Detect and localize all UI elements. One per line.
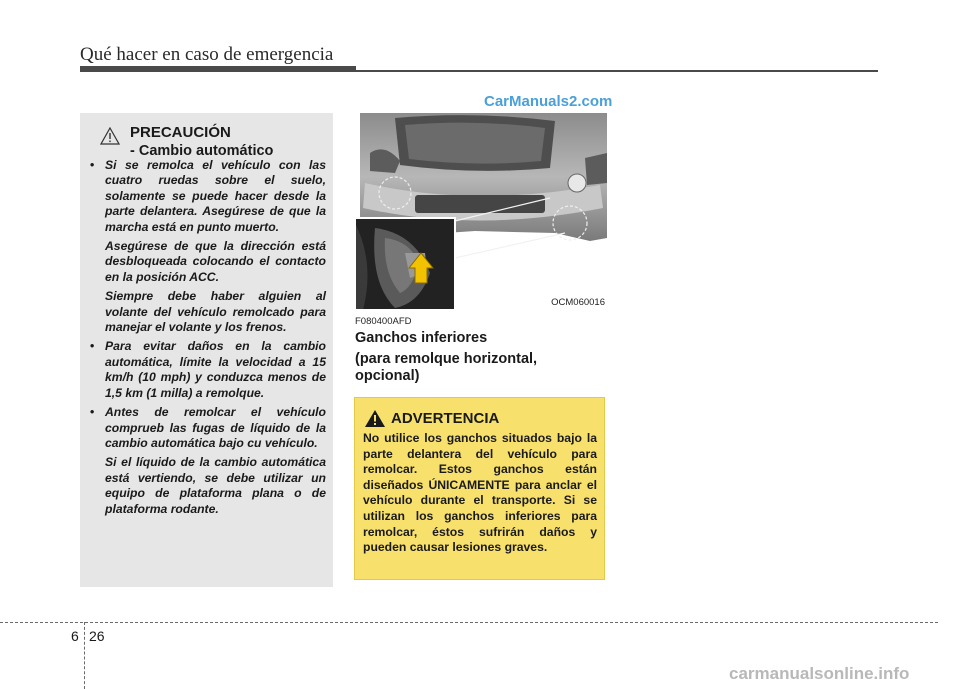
chapter-number: 6 bbox=[71, 628, 79, 644]
caution-text: Asegúrese de que la dirección está desbloqueada colocando el contacto en la posición ACC. bbox=[105, 239, 326, 284]
header-rule-thick bbox=[80, 66, 356, 72]
caution-text: Antes de remolcar el vehículo comprueb las fugas de líquido de la cambio automática bajo cu vehículo. bbox=[105, 405, 326, 450]
caution-bullet bbox=[90, 405, 326, 451]
car-front-illustration bbox=[355, 113, 607, 310]
footer-rule bbox=[0, 622, 938, 623]
bullet-symbol: • bbox=[90, 405, 95, 420]
caution-box bbox=[80, 113, 333, 587]
caution-text: Siempre debe haber alguien al volante del vehículo remolcado para manejar el volante y los frenos. bbox=[105, 289, 326, 335]
caution-text: Si el líquido de la cambio automática está vertiendo, se debe utilizar un equipo de plataforma plana o de plataforma rodante. bbox=[105, 455, 326, 516]
caution-subtitle: - Cambio automático bbox=[130, 143, 274, 159]
section-subtitle: (para remolque horizontal, opcional) bbox=[355, 351, 538, 384]
caution-body bbox=[90, 158, 326, 521]
bullet-symbol: • bbox=[90, 339, 95, 354]
watermark-bottom[interactable]: carmanualsonline.info bbox=[729, 664, 910, 683]
caution-text: Para evitar daños en la cambio automática, límite la velocidad a 15 km/h (10 mph) y conduzca menos de 1,5 km (1 milla) a remolque. bbox=[105, 339, 326, 400]
section-code: F080400AFD bbox=[355, 316, 412, 327]
bullet-symbol: • bbox=[90, 158, 95, 172]
figure-code: OCM060016 bbox=[551, 297, 605, 308]
section-title: Ganchos inferiores bbox=[355, 330, 488, 346]
page-header-title: Qué hacer en caso de emergencia bbox=[80, 44, 334, 65]
figure-tow-hooks bbox=[355, 113, 607, 310]
watermark-top[interactable]: CarManuals2.com bbox=[484, 93, 613, 110]
warning-title: ADVERTENCIA bbox=[391, 410, 500, 427]
caution-bullet bbox=[90, 158, 326, 235]
caution-text: Si se remolca el vehículo con las cuatro ruedas sobre el suelo, solamente se puede hacer desde la parte delantera. Asegúrese de que la marcha está en punto muerto. bbox=[105, 158, 326, 234]
caution-bullet bbox=[90, 339, 326, 401]
header-rule-thin bbox=[350, 70, 878, 72]
warning-body: No utilice los ganchos situados bajo la parte delantera del vehículo para remolcar. Estos ganchos están diseñados ÚNICAMENTE para anclar el vehículo durante el transporte. Si se utilizan los ganchos inferiores para remolcar, éstos sufrirán daños y pueden causar lesiones graves. bbox=[363, 431, 597, 555]
caution-title: PRECAUCIÓN bbox=[130, 124, 231, 141]
footer-divider bbox=[84, 622, 85, 689]
warning-box bbox=[354, 397, 605, 580]
warning-triangle-icon bbox=[364, 409, 386, 428]
warning-triangle-icon bbox=[100, 127, 120, 145]
page-number: 26 bbox=[89, 628, 105, 644]
